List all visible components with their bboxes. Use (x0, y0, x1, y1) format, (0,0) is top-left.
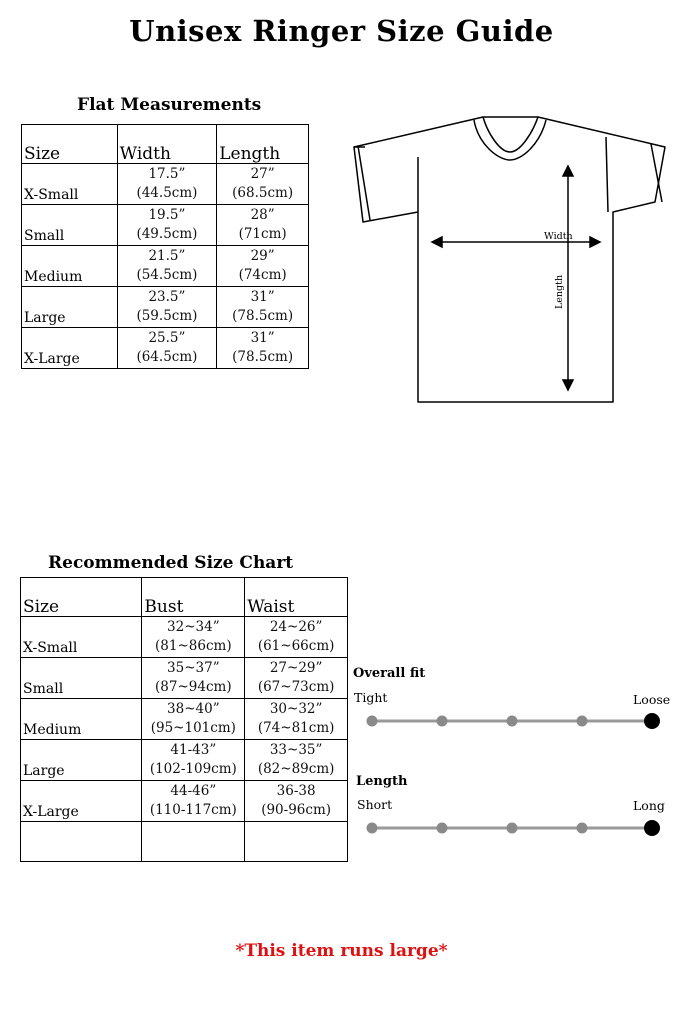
scale-step-marker (437, 716, 448, 727)
size-cell: Medium (21, 699, 142, 740)
waist-cm: (61~66cm) (257, 638, 335, 654)
length-fit-title: Length (356, 774, 408, 789)
scale-step-marker (577, 716, 588, 727)
bust-cm: (102-109cm) (149, 761, 237, 777)
header-bust: Bust (142, 578, 245, 617)
length-cm: (74cm) (238, 267, 287, 283)
size-cell: Small (22, 205, 118, 246)
table-header-row (22, 125, 309, 164)
length-cm: (68.5cm) (232, 185, 294, 201)
length-fit-scale (360, 815, 670, 841)
length-cm: (78.5cm) (232, 349, 294, 365)
width-cell (117, 164, 217, 205)
bust-cell (142, 740, 245, 781)
waist-inches: 33~35” (269, 742, 323, 758)
waist-inches: 27~29” (269, 660, 323, 676)
bust-cell (142, 699, 245, 740)
header-waist: Waist (245, 578, 348, 617)
waist-cell (245, 617, 348, 658)
width-cm: (64.5cm) (136, 349, 198, 365)
length-cm: (78.5cm) (232, 308, 294, 324)
width-cm: (54.5cm) (136, 267, 198, 283)
scale-step-marker (507, 716, 518, 727)
table-row (21, 658, 348, 699)
length-inches: 27” (250, 166, 275, 182)
scale-step-marker (367, 823, 378, 834)
header-size: Size (21, 578, 142, 617)
waist-inches: 30~32” (269, 701, 323, 717)
width-inches: 19.5” (148, 207, 186, 223)
runs-large-note: *This item runs large* (235, 941, 448, 961)
waist-cm: (74~81cm) (257, 720, 335, 736)
table-row-empty (21, 822, 348, 862)
bust-inches: 32~34” (167, 619, 220, 635)
width-cell (117, 328, 217, 369)
overall-fit-min-label: Tight (354, 690, 388, 705)
waist-cell (245, 658, 348, 699)
table-row (22, 328, 309, 369)
tshirt-diagram (350, 112, 675, 407)
scale-step-marker (437, 823, 448, 834)
bust-cm: (95~101cm) (150, 720, 236, 736)
bust-cm: (110-117cm) (149, 802, 237, 818)
size-cell: Small (21, 658, 142, 699)
bust-cell (142, 658, 245, 699)
overall-fit-title: Overall fit (353, 666, 426, 681)
width-cm: (44.5cm) (136, 185, 198, 201)
length-inches: 31” (250, 330, 275, 346)
empty-cell (142, 822, 245, 862)
size-cell: Large (21, 740, 142, 781)
width-cell (117, 287, 217, 328)
overall-fit-scale (360, 708, 670, 734)
scale-step-marker (507, 823, 518, 834)
length-cell (217, 205, 309, 246)
scale-step-marker (367, 716, 378, 727)
waist-cm: (67~73cm) (257, 679, 335, 695)
recommended-chart-title: Recommended Size Chart (48, 553, 294, 573)
table-row (21, 740, 348, 781)
bust-inches: 38~40” (167, 701, 220, 717)
table-row (21, 781, 348, 822)
width-cell (117, 205, 217, 246)
table-header-row (21, 578, 348, 617)
size-cell: X-Small (22, 164, 118, 205)
page-title: Unisex Ringer Size Guide (129, 14, 554, 48)
bust-cell (142, 781, 245, 822)
length-inches: 28” (250, 207, 275, 223)
table-row (21, 699, 348, 740)
width-cm: (49.5cm) (136, 226, 198, 242)
waist-cm: (82~89cm) (257, 761, 335, 777)
width-inches: 25.5” (148, 330, 186, 346)
overall-fit-max-label: Loose (633, 692, 671, 707)
waist-cell (245, 781, 348, 822)
length-cm: (71cm) (238, 226, 287, 242)
width-inches: 21.5” (148, 248, 186, 264)
recommended-size-table (20, 577, 348, 862)
header-length: Length (217, 125, 309, 164)
scale-step-marker (577, 823, 588, 834)
length-fit-max-label: Long (633, 798, 665, 813)
length-fit-min-label: Short (357, 797, 393, 812)
table-row (22, 246, 309, 287)
length-inches: 29” (250, 248, 275, 264)
waist-inches: 36-38 (276, 783, 316, 799)
waist-cell (245, 740, 348, 781)
size-cell: Medium (22, 246, 118, 287)
bust-inches: 44-46” (170, 783, 217, 799)
width-inches: 23.5” (148, 289, 186, 305)
scale-selected-marker (644, 713, 660, 729)
length-cell (217, 287, 309, 328)
table-row (22, 205, 309, 246)
bust-cell (142, 617, 245, 658)
header-width: Width (117, 125, 217, 164)
width-cell (117, 246, 217, 287)
width-inches: 17.5” (148, 166, 186, 182)
width-label: Width (544, 231, 573, 242)
size-cell: Large (22, 287, 118, 328)
bust-cm: (87~94cm) (155, 679, 232, 695)
size-cell: X-Large (21, 781, 142, 822)
table-row (22, 287, 309, 328)
bust-inches: 41-43” (170, 742, 217, 758)
size-cell: X-Small (21, 617, 142, 658)
bust-inches: 35~37” (167, 660, 220, 676)
width-cm: (59.5cm) (136, 308, 198, 324)
empty-cell (245, 822, 348, 862)
scale-selected-marker (644, 820, 660, 836)
header-size: Size (22, 125, 118, 164)
bust-cm: (81~86cm) (155, 638, 232, 654)
empty-cell (21, 822, 142, 862)
flat-measurements-title: Flat Measurements (77, 95, 262, 115)
length-cell (217, 164, 309, 205)
length-label: Length (554, 274, 565, 309)
flat-measurements-table (21, 124, 309, 369)
table-row (21, 617, 348, 658)
waist-cm: (90-96cm) (261, 802, 332, 818)
length-cell (217, 328, 309, 369)
size-cell: X-Large (22, 328, 118, 369)
length-inches: 31” (250, 289, 275, 305)
waist-cell (245, 699, 348, 740)
table-row (22, 164, 309, 205)
waist-inches: 24~26” (269, 619, 323, 635)
length-cell (217, 246, 309, 287)
